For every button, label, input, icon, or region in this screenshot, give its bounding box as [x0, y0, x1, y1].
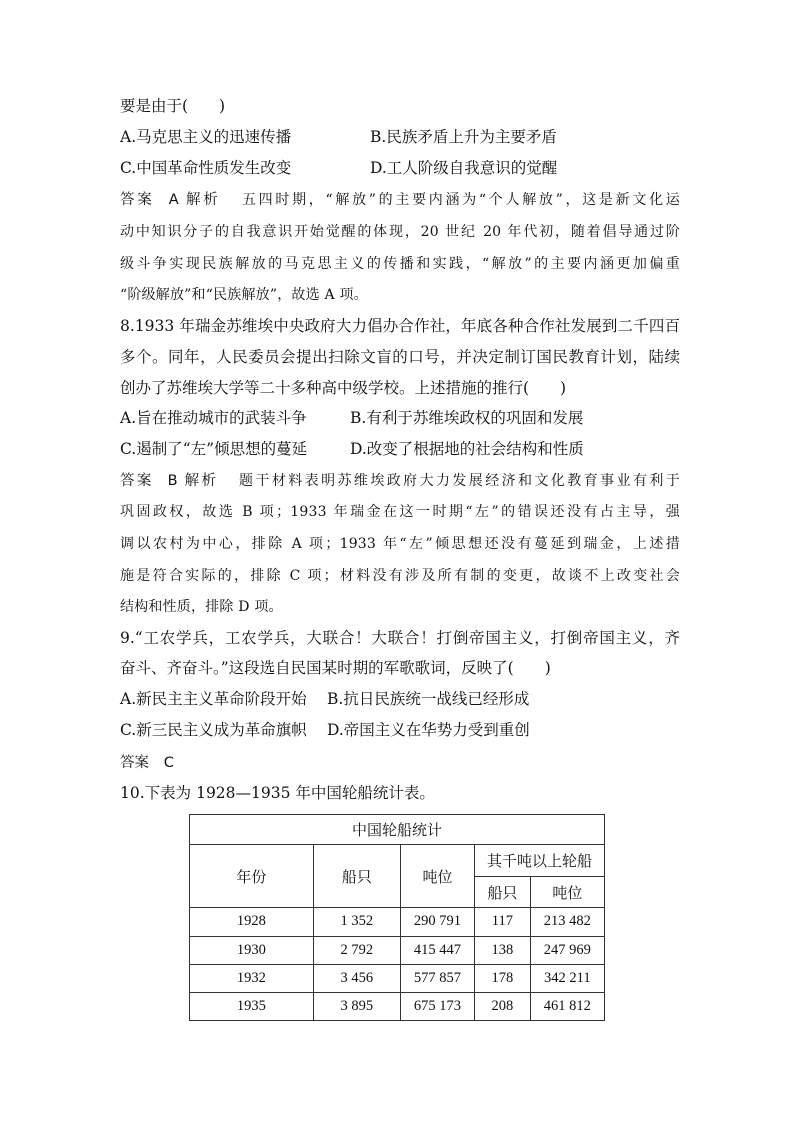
q7-option-d: D.工人阶级自我意识的觉醒: [370, 159, 558, 177]
q9-option-b: B.抗日民族统一战线已经形成: [327, 690, 530, 708]
cell-large-ships: 178: [475, 964, 531, 992]
q8-answer: B: [167, 473, 178, 489]
q8-analysis-line-3: 调以农村为中心，排除 A 项；1933 年“左”倾思想还没有蔓延到瑞金，上述措: [120, 536, 680, 552]
q9-answer: C: [163, 755, 174, 771]
cell-large-tonnage: 461 812: [530, 992, 604, 1020]
q9-option-a: A.新民主主义革命阶段开始: [120, 690, 307, 708]
q8-analysis-text: 题干材料表明苏维埃政府大力发展经济和文化教育事业有利于: [239, 473, 680, 489]
q9-answer-label: 答案: [120, 755, 149, 771]
q8-stem-line-1: 8.1933 年瑞金苏维埃中央政府大力倡办合作社，年底各种合作社发展到二千四百: [120, 317, 680, 335]
cell-large-ships: 117: [475, 908, 531, 936]
q8-analysis-line-2: 巩固政权，故选 B 项；1933 年瑞金在这一时期“左”的错误还没有占主导，强: [120, 504, 680, 520]
header-year: 年份: [190, 845, 314, 908]
q8-stem-line-2: 多个。同年，人民委员会提出扫除文盲的口号，并决定制订国民教育计划，陆续: [120, 348, 680, 366]
cell-tonnage: 675 173: [400, 992, 474, 1020]
q8-option-a: A.旨在推动城市的武装斗争: [120, 409, 307, 427]
q7-option-b: B.民族矛盾上升为主要矛盾: [370, 128, 557, 146]
cell-large-ships: 208: [475, 992, 531, 1020]
q7-analysis-label: 解析: [186, 192, 221, 208]
cell-large-tonnage: 213 482: [530, 908, 604, 936]
q7-answer: A: [168, 192, 179, 208]
q8-option-c: C.遏制了“左”倾思想的蔓延: [120, 440, 308, 458]
cell-large-ships: 138: [475, 936, 531, 964]
q8-analysis-line-4: 施是符合实际的，排除 C 项；材料没有涉及所有制的变更，故谈不上改变社会: [120, 568, 680, 584]
cell-ships: 3 895: [313, 992, 400, 1020]
q7-stem-tail: 要是由于( ): [120, 97, 226, 115]
q7-analysis-line-3: 级斗争实现民族解放的马克思主义的传播和实践，“解放”的主要内涵更加偏重: [120, 256, 680, 272]
q7-analysis-line-2: 动中知识分子的自我意识开始觉醒的体现，20 世纪 20 年代初，随着倡导通过阶: [120, 224, 680, 240]
table-row: [190, 964, 605, 992]
q7-option-a: A.马克思主义的迅速传播: [120, 128, 292, 146]
q9-option-d: D.帝国主义在华势力受到重创: [327, 721, 530, 739]
q8-stem-line-3: 创办了苏维埃大学等二十多种高中级学校。上述措施的推行( ): [120, 379, 567, 397]
q8-option-d: D.改变了根据地的社会结构和性质: [350, 440, 584, 458]
table-row: [190, 992, 605, 1020]
q8-analysis-label: 解析: [184, 473, 219, 489]
q10-stem: 10.下表为 1928—1935 年中国轮船统计表。: [120, 784, 435, 802]
q8-analysis-line-1: [120, 471, 680, 491]
cell-year: 1930: [190, 936, 314, 964]
header-tonnage: 吨位: [400, 845, 474, 908]
table-title: 中国轮船统计: [190, 815, 605, 845]
q7-analysis-text: 五四时期，“解放”的主要内涵为“个人解放”，这是新文化运: [241, 192, 680, 208]
cell-year: 1935: [190, 992, 314, 1020]
cell-large-tonnage: 247 969: [530, 936, 604, 964]
header-large-ships-tonnage: 吨位: [530, 877, 604, 908]
header-ships: 船只: [313, 845, 400, 908]
q8-option-b: B.有利于苏维埃政权的巩固和发展: [350, 409, 584, 427]
q7-option-c: C.中国革命性质发生改变: [120, 159, 292, 177]
cell-large-tonnage: 342 211: [530, 964, 604, 992]
q9-stem-line-1: 9.“工农学兵，工农学兵，大联合！大联合！打倒帝国主义，打倒帝国主义，齐: [120, 629, 680, 647]
cell-ships: 3 456: [313, 964, 400, 992]
q7-analysis-line-4: “阶级解放”和“民族解放”，故选 A 项。: [120, 287, 368, 303]
cell-tonnage: 577 857: [400, 964, 474, 992]
q9-answer-line: [120, 752, 680, 773]
q9-option-c: C.新三民主义成为革命旗帜: [120, 721, 307, 739]
header-large-ships-count: 船只: [475, 877, 531, 908]
q8-analysis-line-5: 结构和性质，排除 D 项。: [120, 599, 283, 615]
cell-year: 1928: [190, 908, 314, 936]
table-row: [190, 908, 605, 936]
header-large-ships-group: 其千吨以上轮船: [475, 845, 605, 877]
cell-year: 1932: [190, 964, 314, 992]
q7-answer-label: 答案: [120, 192, 155, 208]
table-row: [190, 936, 605, 964]
cell-ships: 2 792: [313, 936, 400, 964]
cell-ships: 1 352: [313, 908, 400, 936]
q9-stem-line-2: 奋斗、齐奋斗。”这段选自民国某时期的军歌歌词，反映了( ): [120, 659, 551, 677]
q8-answer-label: 答案: [120, 473, 154, 489]
q7-analysis-line-1: [120, 190, 680, 210]
ship-statistics-table: [189, 814, 605, 1021]
cell-tonnage: 415 447: [400, 936, 474, 964]
cell-tonnage: 290 791: [400, 908, 474, 936]
